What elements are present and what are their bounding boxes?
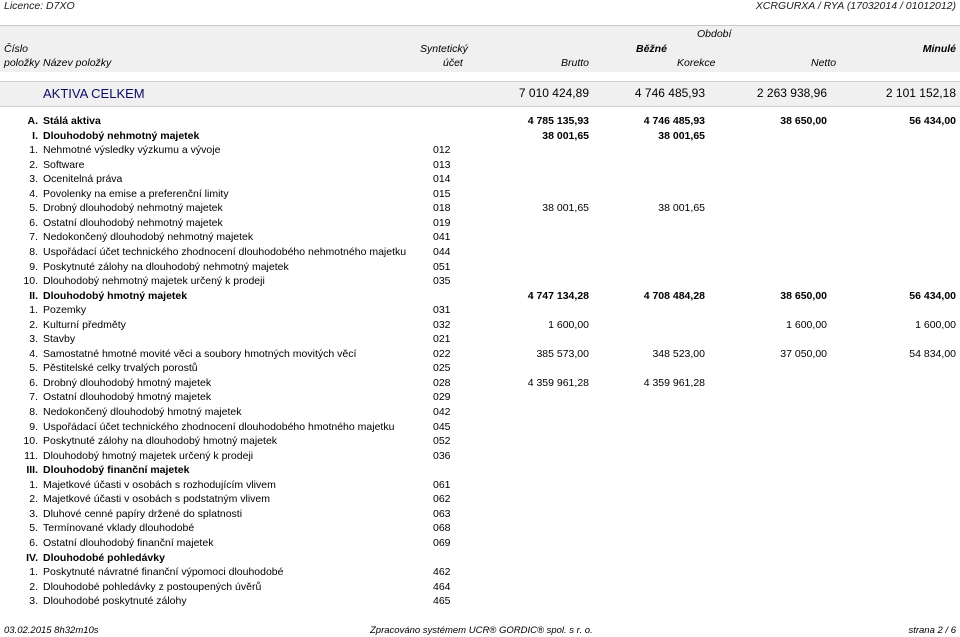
row-korekce: 38 001,65: [658, 202, 705, 215]
table-row: [0, 361, 960, 376]
row-name: Majetkové účasti v osobách s rozhodujícím vlivem: [43, 478, 276, 491]
row-netto: 38 650,00: [780, 289, 827, 302]
row-name: Dlouhodobý hmotný majetek určený k prodeji: [43, 449, 254, 462]
table-row: [0, 143, 960, 158]
row-brutto: 4 359 961,28: [527, 376, 589, 389]
col-nazev: Název položky: [43, 57, 112, 69]
table-row: [0, 551, 960, 566]
row-number: 5.: [29, 522, 38, 535]
row-minule: 56 434,00: [909, 289, 956, 302]
row-number: 1.: [29, 478, 38, 491]
row-name: Nehmotné výsledky výzkumu a vývoje: [43, 144, 221, 157]
row-number: 7.: [29, 391, 38, 404]
row-number: 3.: [29, 507, 38, 520]
row-account: 012: [433, 144, 451, 157]
row-account: 031: [433, 304, 451, 317]
table-row: [0, 478, 960, 493]
table-row: [0, 129, 960, 144]
row-name: Dlouhodobý nehmotný majetek: [43, 129, 200, 142]
total-korekce: 4 746 485,93: [634, 86, 705, 100]
row-account: 019: [433, 216, 451, 229]
table-row: [0, 201, 960, 216]
row-account: 032: [433, 318, 451, 331]
row-account: 045: [433, 420, 451, 433]
row-number: 8.: [29, 406, 38, 418]
table-row: [0, 172, 960, 187]
row-name: Ostatní dlouhodobý hmotný majetek: [43, 391, 212, 404]
table-row: [0, 594, 960, 609]
row-brutto: 385 573,00: [536, 347, 589, 360]
row-account: 042: [433, 406, 451, 418]
table-row: [0, 463, 960, 478]
row-number: 2.: [29, 580, 38, 593]
row-number: 1.: [29, 566, 38, 579]
row-name: Povolenky na emise a preferenční limity: [43, 187, 229, 200]
row-name: Majetkové účasti v osobách s podstatným vlivem: [43, 493, 271, 506]
row-number: 7.: [29, 231, 38, 244]
row-account: 029: [433, 391, 451, 404]
total-minule: 2 101 152,18: [885, 86, 956, 100]
row-name: Pěstitelské celky trvalých porostů: [43, 362, 198, 375]
col-bezne: Běžné: [636, 43, 667, 55]
table-row: [0, 580, 960, 595]
row-account: 063: [433, 507, 451, 520]
row-number: 3.: [29, 333, 38, 346]
report-code: XCRGURXA / RYA (17032014 / 01012012): [755, 0, 956, 12]
table-row: [0, 303, 960, 318]
row-number: 1.: [29, 144, 38, 157]
row-number: 10.: [23, 275, 38, 288]
row-number: 11.: [24, 449, 38, 462]
col-ucet: účet: [443, 57, 463, 69]
row-account: 052: [433, 435, 451, 448]
col-polozky: položky: [4, 57, 40, 69]
total-label: AKTIVA CELKEM: [43, 86, 145, 101]
row-number: 2.: [29, 493, 38, 506]
row-number: 2.: [29, 158, 38, 171]
total-brutto: 7 010 424,89: [518, 86, 589, 100]
row-name: Stavby: [43, 333, 76, 346]
table-row: [0, 245, 960, 260]
row-account: 044: [433, 245, 451, 258]
footer-processed-by: Zpracováno systémem UCR® GORDIC® spol. s r. o.: [370, 625, 593, 636]
table-row: [0, 420, 960, 435]
row-name: Dluhové cenné papíry držené do splatnosti: [43, 507, 243, 520]
row-account: 465: [433, 595, 451, 608]
row-account: 068: [433, 522, 451, 535]
footer-timestamp: 03.02.2015 8h32m10s: [4, 625, 99, 636]
row-number: 5.: [29, 202, 38, 215]
row-name: Dlouhodobé pohledávky: [43, 551, 165, 564]
table-row: [0, 434, 960, 449]
row-name: Dlouhodobý hmotný majetek: [43, 289, 188, 302]
row-minule: 1 600,00: [915, 318, 956, 331]
row-level: IV.: [26, 551, 38, 564]
row-number: 3.: [29, 173, 38, 186]
row-name: Uspořádací účet technického zhodnocení dlouhodobého hmotného majetku: [43, 420, 395, 433]
col-minule: Minulé: [922, 43, 956, 55]
row-account: 464: [433, 580, 451, 593]
footer-page: strana 2 / 6: [908, 625, 956, 636]
row-number: 9.: [29, 260, 38, 273]
row-name: Nedokončený dlouhodobý nehmotný majetek: [43, 231, 254, 244]
col-korekce: Korekce: [677, 57, 716, 69]
row-number: 5.: [29, 362, 38, 375]
row-number: 1.: [29, 304, 38, 317]
row-number: 6.: [29, 536, 38, 549]
row-name: Pozemky: [43, 304, 87, 317]
row-name: Software: [43, 158, 85, 171]
table-row: [0, 376, 960, 391]
row-name: Dlouhodobý finanční majetek: [43, 464, 190, 477]
table-row: [0, 289, 960, 304]
row-name: Dlouhodobé pohledávky z postoupených úvěrů: [43, 580, 262, 593]
row-netto: 38 650,00: [780, 115, 827, 127]
row-brutto: 38 001,65: [542, 129, 589, 142]
row-account: 018: [433, 202, 451, 215]
table-row: [0, 565, 960, 580]
table-row: [0, 318, 960, 333]
col-synteticky: Syntetický: [420, 43, 468, 55]
table-row: [0, 507, 960, 522]
row-level: III.: [26, 464, 38, 477]
table-row: [0, 274, 960, 289]
row-account: 014: [433, 173, 451, 186]
row-level: II.: [29, 289, 38, 302]
row-netto: 1 600,00: [786, 318, 827, 331]
row-name: Drobný dlouhodobý hmotný majetek: [43, 376, 212, 389]
row-number: 6.: [29, 216, 38, 229]
row-name: Dlouhodobý nehmotný majetek určený k prodeji: [43, 275, 265, 288]
row-name: Dlouhodobé poskytnuté zálohy: [43, 595, 187, 608]
row-korekce: 348 523,00: [652, 347, 705, 360]
col-brutto: Brutto: [561, 57, 590, 69]
report-header: [0, 0, 960, 12]
row-minule: 54 834,00: [909, 347, 956, 360]
row-name: Ostatní dlouhodobý finanční majetek: [43, 536, 214, 549]
row-number: 6.: [29, 376, 38, 389]
row-brutto: 4 785 135,93: [527, 115, 589, 127]
row-name: Ostatní dlouhodobý nehmotný majetek: [43, 216, 223, 229]
total-netto: 2 263 938,96: [756, 86, 827, 100]
row-brutto: 38 001,65: [542, 202, 589, 215]
row-brutto: 4 747 134,28: [527, 289, 589, 302]
col-netto: Netto: [811, 57, 837, 69]
table-row: [0, 536, 960, 551]
row-netto: 37 050,00: [780, 347, 827, 360]
row-account: 021: [433, 333, 451, 346]
row-account: 013: [433, 158, 451, 171]
row-korekce: 4 708 484,28: [643, 289, 705, 302]
table-row: [0, 187, 960, 202]
table-row: [0, 390, 960, 405]
row-account: 028: [433, 376, 451, 389]
table-row: [0, 260, 960, 275]
row-name: Poskytnuté návratné finanční výpomoci dlouhodobé: [43, 566, 284, 579]
table-row: [0, 114, 960, 129]
row-korekce: 38 001,65: [658, 129, 705, 142]
row-name: Nedokončený dlouhodobý hmotný majetek: [43, 406, 242, 418]
row-account: 061: [433, 478, 451, 491]
table-row: [0, 449, 960, 464]
row-number: 3.: [29, 595, 38, 608]
row-account: 025: [433, 362, 451, 375]
row-name: Kulturní předměty: [43, 318, 126, 331]
row-account: 051: [433, 260, 451, 273]
table-row: [0, 216, 960, 231]
row-account: 015: [433, 187, 451, 200]
table-row: [0, 332, 960, 347]
row-minule: 56 434,00: [909, 115, 956, 127]
row-number: 4.: [29, 347, 38, 360]
col-cislo: Číslo: [4, 43, 28, 55]
col-obdobi: Období: [697, 28, 732, 40]
row-name: Ocenitelná práva: [43, 173, 123, 186]
row-number: 8.: [29, 245, 38, 258]
row-account: 062: [433, 493, 451, 506]
row-name: Stálá aktiva: [43, 115, 101, 127]
table-row: [0, 405, 960, 420]
row-account: 036: [433, 449, 451, 462]
report-footer: [0, 625, 960, 637]
row-level: A.: [27, 115, 38, 127]
row-name: Drobný dlouhodobý nehmotný majetek: [43, 202, 223, 215]
row-number: 2.: [29, 318, 38, 331]
table-row: [0, 521, 960, 536]
row-korekce: 4 359 961,28: [643, 376, 705, 389]
row-name: Poskytnuté zálohy na dlouhodobý hmotný majetek: [43, 435, 278, 448]
row-account: 462: [433, 566, 451, 579]
row-number: 9.: [29, 420, 38, 433]
license-text: Licence: D7XO: [4, 0, 75, 12]
table-row: [0, 158, 960, 173]
row-name: Poskytnuté zálohy na dlouhodobý nehmotný majetek: [43, 260, 289, 273]
row-account: 022: [433, 347, 451, 360]
row-account: 035: [433, 275, 451, 288]
table-row: [0, 347, 960, 362]
row-brutto: 1 600,00: [548, 318, 589, 331]
row-account: 069: [433, 536, 451, 549]
table-row: [0, 230, 960, 245]
row-name: Samostatné hmotné movité věci a soubory hmotných movitých věcí: [43, 347, 357, 360]
row-level: I.: [32, 129, 38, 142]
row-number: 10.: [23, 435, 38, 448]
row-number: 4.: [29, 187, 38, 200]
row-korekce: 4 746 485,93: [643, 115, 705, 127]
row-name: Termínované vklady dlouhodobé: [43, 522, 195, 535]
row-account: 041: [433, 231, 451, 244]
row-name: Uspořádací účet technického zhodnocení dlouhodobého nehmotného majetku: [43, 245, 407, 258]
table-row: [0, 492, 960, 507]
